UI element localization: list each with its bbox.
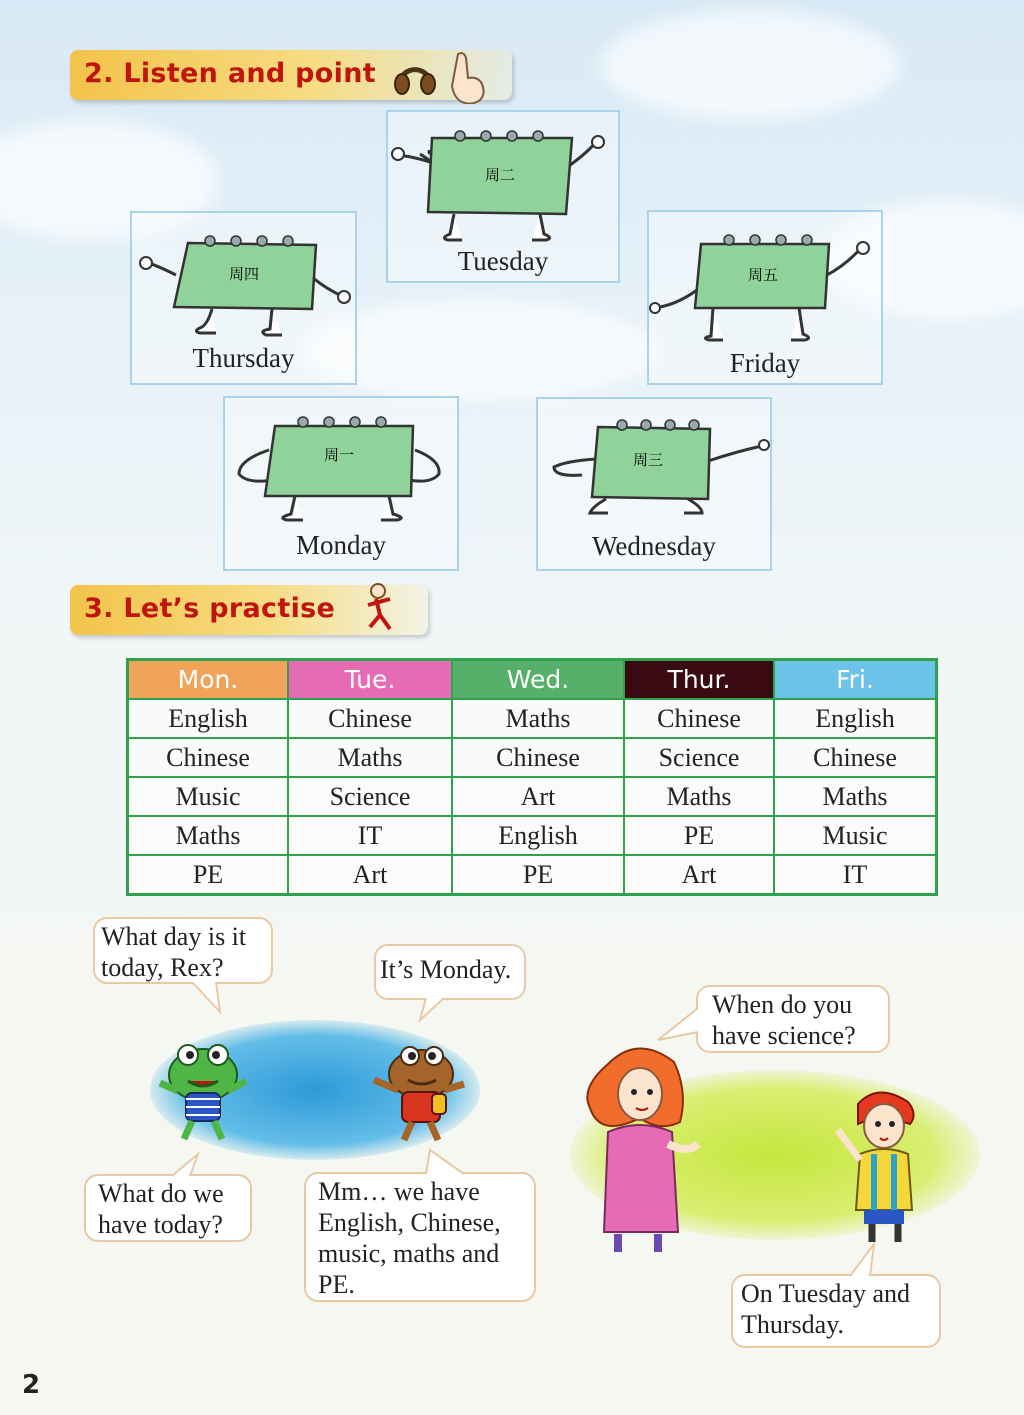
- table-cell: IT: [288, 816, 452, 855]
- bubble-tail: [168, 1152, 208, 1178]
- bubble-tail: [418, 998, 454, 1024]
- bubble-tail: [838, 1242, 878, 1278]
- brown-toad-character: [366, 1036, 476, 1146]
- running-child-icon: [350, 581, 406, 635]
- calendar-day-chinese: 周一: [323, 446, 355, 464]
- table-cell: English: [452, 816, 624, 855]
- calendar-day-chinese: 周三: [632, 451, 664, 469]
- table-cell: Chinese: [288, 699, 452, 738]
- calendar-character-icon: [538, 413, 772, 543]
- table-cell: PE: [128, 855, 289, 895]
- day-label: Tuesday: [457, 246, 549, 276]
- header-wed: Wed.: [452, 660, 624, 700]
- day-card-wednesday[interactable]: [536, 397, 772, 571]
- header-tue: Tue.: [288, 660, 452, 700]
- table-cell: Chinese: [452, 738, 624, 777]
- table-cell: Chinese: [128, 738, 289, 777]
- day-card-tuesday[interactable]: [386, 110, 620, 283]
- speech-bubble-what-day: What day is it today, Rex?: [93, 917, 273, 984]
- section-3-title: 3. Let’s practise: [84, 593, 336, 624]
- day-label: Thursday: [192, 343, 295, 373]
- table-cell: Maths: [128, 816, 289, 855]
- table-cell: PE: [452, 855, 624, 895]
- table-cell: Art: [624, 855, 774, 895]
- calendar-day-chinese: 周四: [228, 265, 260, 283]
- table-cell: Art: [288, 855, 452, 895]
- green-frog-character: [148, 1035, 258, 1145]
- table-cell: Music: [774, 816, 937, 855]
- section-2-banner: [70, 50, 512, 100]
- speech-bubble-when-science: When do you have science?: [696, 985, 890, 1053]
- table-cell: Maths: [774, 777, 937, 816]
- table-cell: Chinese: [774, 738, 937, 777]
- table-row: [128, 777, 937, 816]
- header-mon: Mon.: [128, 660, 289, 700]
- page-number: 2: [22, 1370, 41, 1400]
- timetable: [126, 658, 938, 896]
- table-row: [128, 738, 937, 777]
- section-3-banner: [70, 585, 428, 635]
- day-card-monday[interactable]: [223, 396, 459, 571]
- table-cell: Science: [624, 738, 774, 777]
- speech-bubble-its-monday: It’s Monday.: [374, 944, 526, 1000]
- calendar-day-chinese: 周五: [747, 266, 779, 284]
- speech-bubble-what-do-we: What do we have today?: [84, 1174, 252, 1242]
- day-label: Wednesday: [592, 531, 716, 561]
- table-row: [128, 699, 937, 738]
- table-cell: Chinese: [624, 699, 774, 738]
- day-label: Monday: [296, 530, 386, 560]
- table-cell: Science: [288, 777, 452, 816]
- calendar-character-icon: [388, 124, 618, 254]
- header-thur: Thur.: [624, 660, 774, 700]
- header-fri: Fri.: [774, 660, 937, 700]
- calendar-character-icon: [225, 412, 459, 542]
- day-card-friday[interactable]: [647, 210, 883, 385]
- table-cell: Music: [128, 777, 289, 816]
- table-cell: PE: [624, 816, 774, 855]
- boy-character: [828, 1090, 938, 1250]
- bubble-tail: [190, 982, 230, 1016]
- timetable-header-row: [128, 660, 937, 700]
- table-cell: English: [774, 699, 937, 738]
- table-cell: Maths: [624, 777, 774, 816]
- girl-character: [578, 1044, 708, 1254]
- headphones-icon: [392, 54, 438, 98]
- speech-bubble-on-tuesday: On Tuesday and Thursday.: [731, 1274, 941, 1348]
- table-cell: Art: [452, 777, 624, 816]
- table-cell: Maths: [452, 699, 624, 738]
- table-cell: English: [128, 699, 289, 738]
- speech-bubble-mm-we-have: Mm… we have English, Chinese, music, maths and PE.: [304, 1172, 536, 1302]
- calendar-character-icon: [649, 230, 883, 360]
- pointing-hand-icon: [444, 50, 488, 104]
- day-label: Friday: [729, 348, 801, 378]
- table-row: [128, 855, 937, 895]
- table-row: [128, 816, 937, 855]
- cloud: [600, 10, 900, 120]
- table-cell: Maths: [288, 738, 452, 777]
- bubble-tail: [420, 1148, 470, 1176]
- calendar-day-chinese: 周二: [484, 166, 516, 184]
- calendar-character-icon: [132, 231, 357, 361]
- section-2-title: 2. Listen and point: [84, 58, 376, 89]
- day-card-thursday[interactable]: [130, 211, 357, 385]
- bubble-tail: [656, 1004, 702, 1044]
- table-cell: IT: [774, 855, 937, 895]
